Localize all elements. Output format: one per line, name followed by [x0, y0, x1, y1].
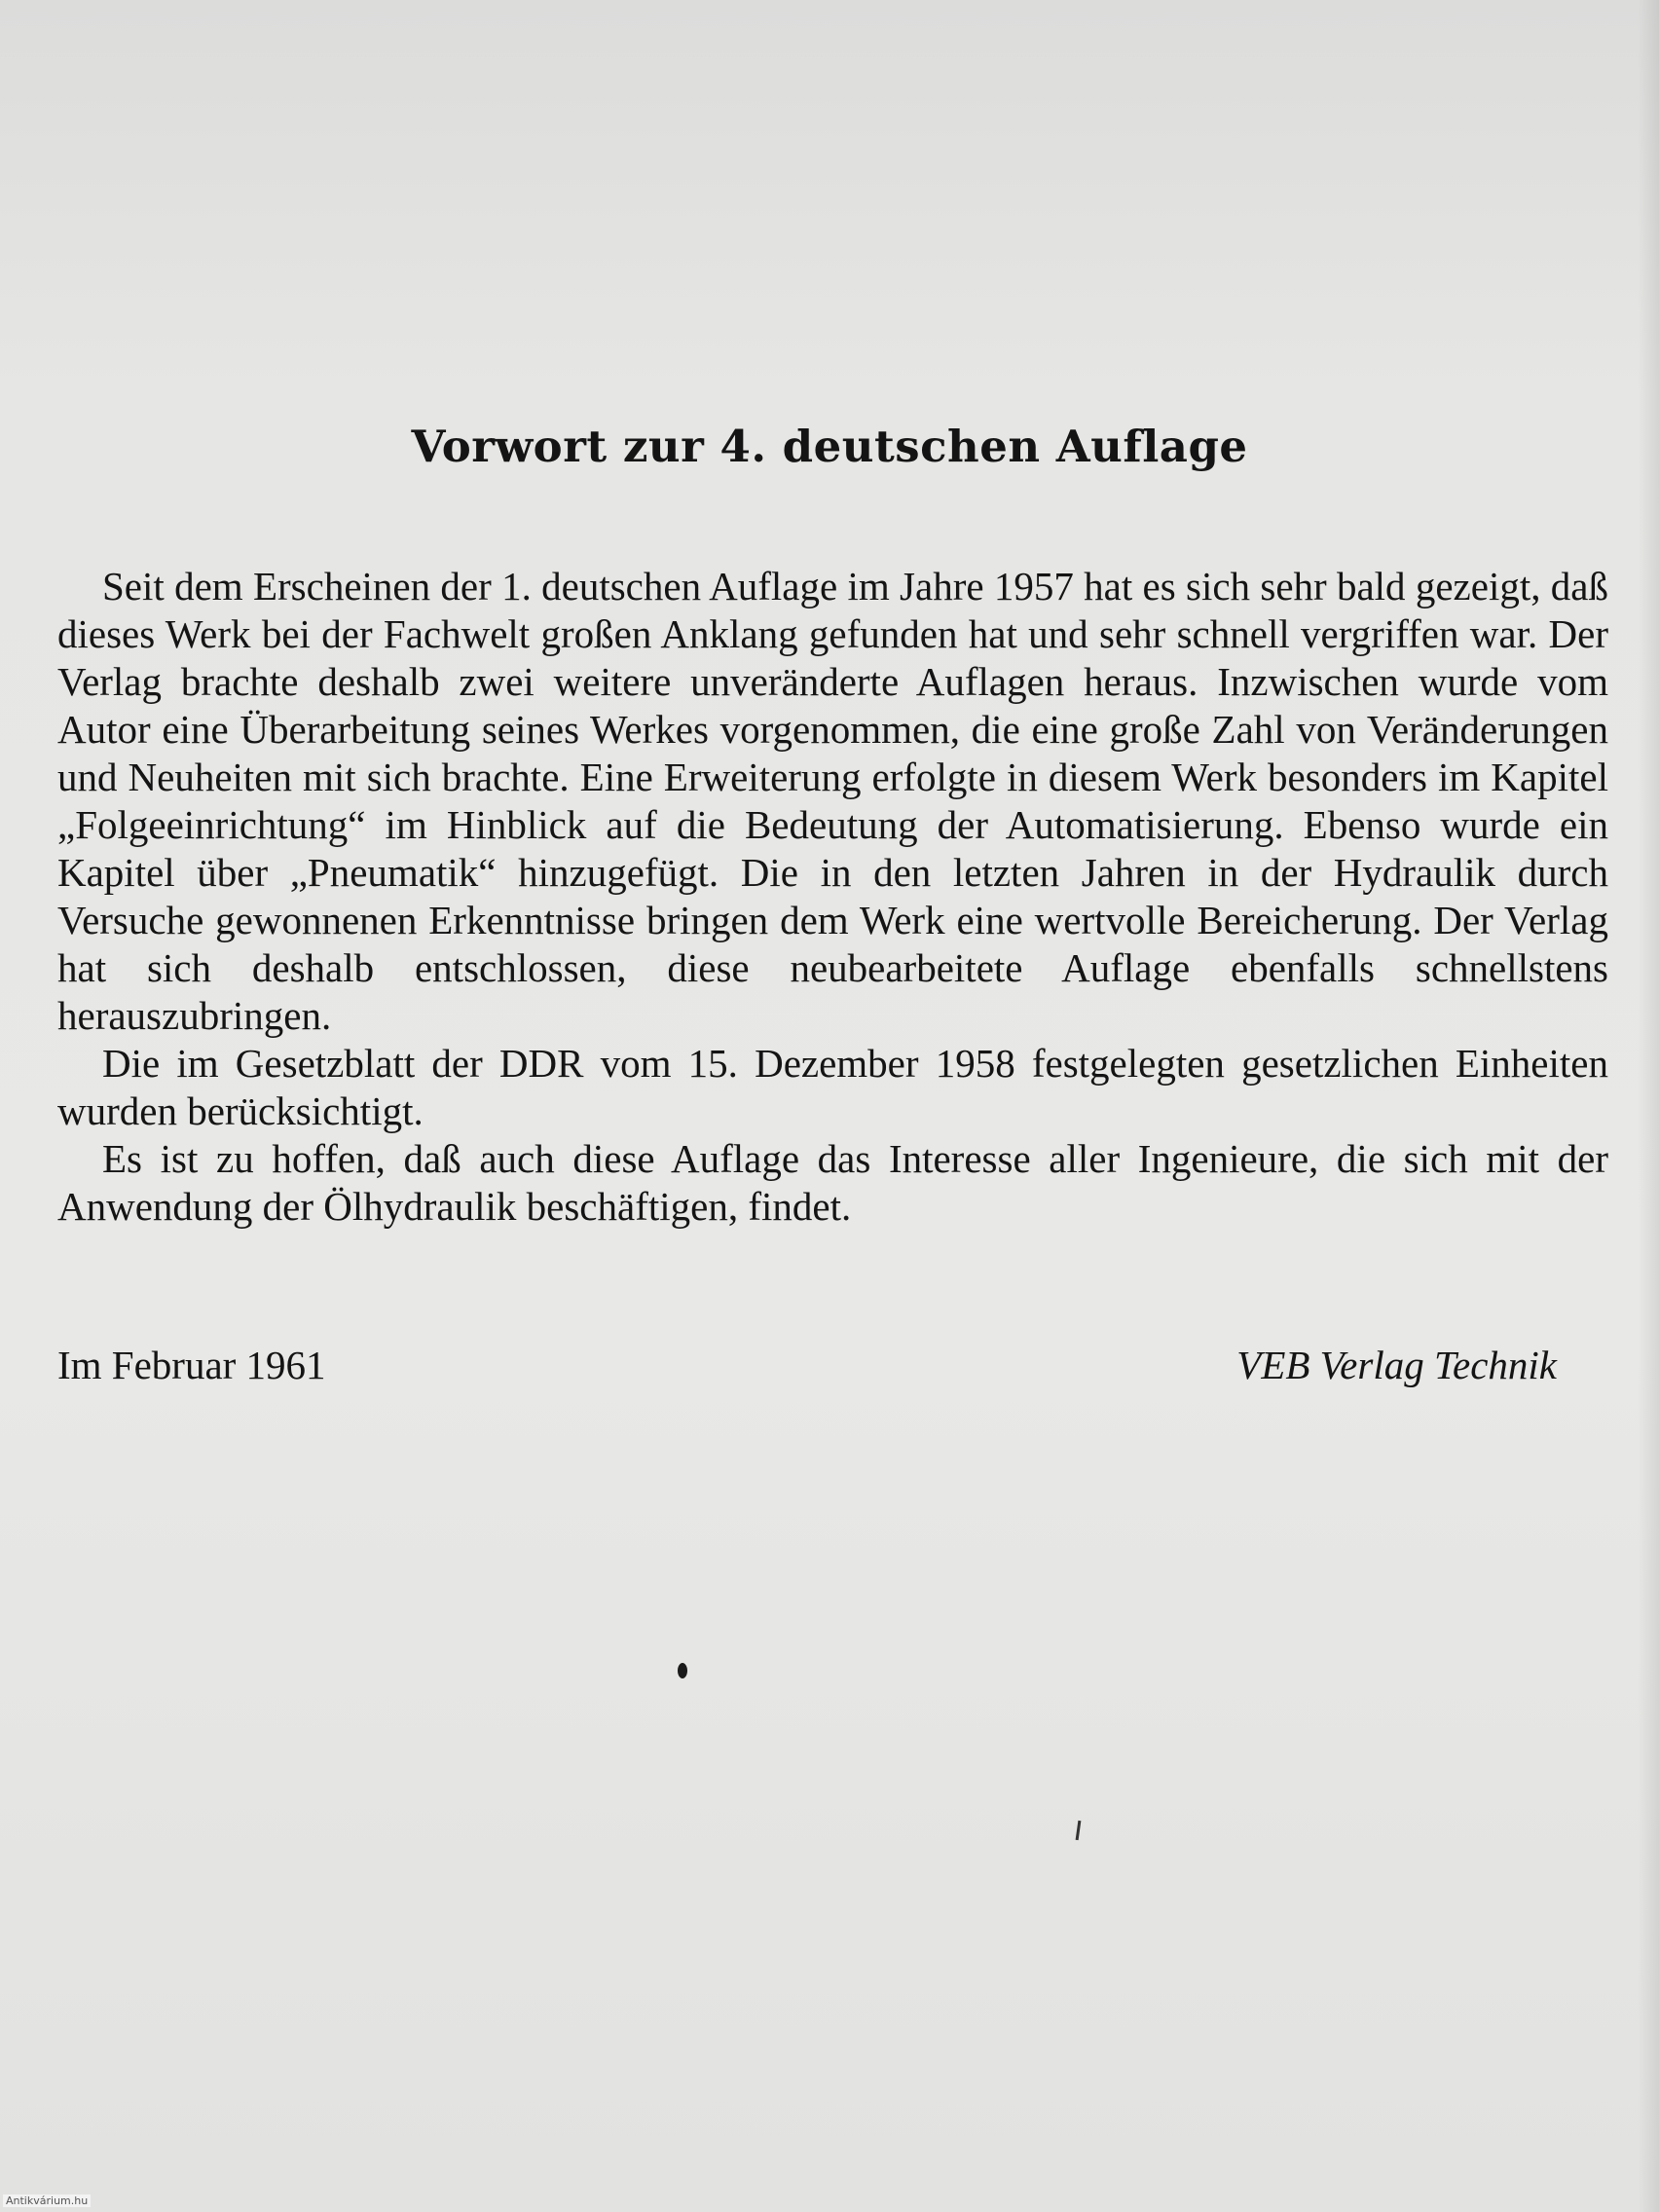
- signature-line: [57, 1342, 1557, 1389]
- ink-dot: [678, 1663, 687, 1678]
- preface-paragraph-2: Die im Gesetzblatt der DDR vom 15. Dezember 1958 festgelegten gesetzlichen Einheiten wurden berücksichtigt.: [57, 1041, 1608, 1133]
- preface-body: [57, 563, 1608, 1231]
- source-watermark: Antikvárium.hu: [3, 2194, 91, 2207]
- ink-tick: [1076, 1821, 1082, 1840]
- preface-title: Vorwort zur 4. deutschen Auflage: [411, 421, 1248, 472]
- preface-paragraph-1: Seit dem Erscheinen der 1. deutschen Auflage im Jahre 1957 hat es sich sehr bald gezeigt, daß dieses Werk bei der Fachwelt großen Anklang gefunden hat und sehr schnell vergriffen war. Der Verlag brachte deshalb zwei weitere unveränderte Auflagen heraus. Inzwischen wurde vom Autor eine Überarbeitung seines Werkes vorgenommen, die eine große Zahl von Veränderungen und Neuheiten mit sich brachte. Eine Erweiterung erfolgte in diesem Werk besonders im Kapitel „Folgeeinrichtung“ im Hinblick auf die Bedeutung der Automatisierung. Ebenso wurde ein Kapitel über „Pneumatik“ hinzugefügt. Die in den letzten Jahren in der Hydraulik durch Versuche gewonnenen Erkenntnisse bringen dem Werk eine wertvolle Bereicherung. Der Verlag hat sich deshalb entschlossen, diese neubearbeitete Auflage ebenfalls schnellstens herauszubringen.: [57, 564, 1608, 1038]
- signature-date: Im Februar 1961: [57, 1343, 326, 1387]
- signature-publisher: VEB Verlag Technik: [1236, 1343, 1557, 1387]
- preface-paragraph-3: Es ist zu hoffen, daß auch diese Auflage das Interesse aller Ingenieure, die sich mit der Anwendung der Ölhydraulik beschäftigen, findet.: [57, 1136, 1608, 1229]
- page-edge-shadow: [1638, 0, 1659, 2212]
